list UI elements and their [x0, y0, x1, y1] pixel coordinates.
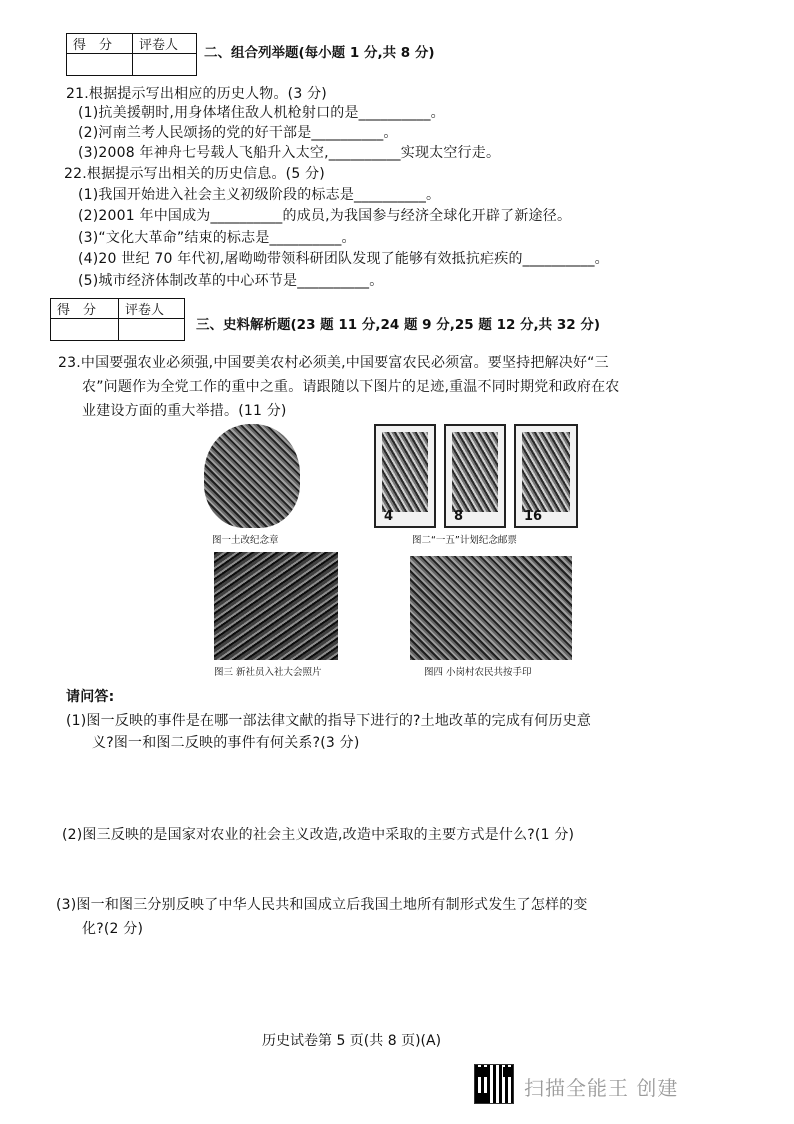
grader-cell [133, 54, 197, 76]
q23-stem-line-3: 业建设方面的重大举措。(11 分) [82, 403, 287, 419]
stamp-1-image [382, 432, 428, 512]
q21-item-1: (1)抗美援朝时,用身体堵住敌人机枪射口的是__________。 [78, 105, 445, 121]
q22-item-4: (4)20 世纪 70 年代初,屠呦呦带领科研团队发现了能够有效抵抗疟疾的__________。 [78, 251, 609, 267]
q22-item-2: (2)2001 年中国成为__________的成员,为我国参与经济全球化开辟了新途径。 [78, 208, 572, 224]
q21-item-3: (3)2008 年神舟七号载人飞船升入太空,__________实现太空行走。 [78, 145, 501, 161]
land-reform-badge-image [204, 424, 300, 528]
q21-stem: 21.根据提示写出相应的历史人物。(3 分) [66, 86, 327, 102]
section3-title: 三、史料解析题(23 题 11 分,24 题 9 分,25 题 12 分,共 32 分) [196, 317, 601, 333]
q23-sub1-line-2: 义?图一和图二反映的事件有何关系?(3 分) [92, 735, 360, 751]
figure2-caption: 图二“一五”计划纪念邮票 [412, 535, 517, 546]
page-footer: 历史试卷第 5 页(共 8 页)(A) [262, 1033, 442, 1049]
q22-stem: 22.根据提示写出相关的历史信息。(5 分) [64, 166, 325, 182]
score-cell [51, 319, 119, 341]
score-cell [67, 54, 133, 76]
q23-sub3-line-2: 化?(2 分) [82, 921, 144, 937]
q23-sub2: (2)图三反映的是国家对农业的社会主义改造,改造中采取的主要方式是什么?(1 分) [62, 827, 575, 843]
q22-item-1: (1)我国开始进入社会主义初级阶段的标志是__________。 [78, 187, 441, 203]
stamp-1 [374, 424, 436, 528]
q23-stem-line-1: 23.中国要强农业必须强,中国要美农村必须美,中国要富农民必须富。要坚持把解决好“三 [58, 355, 609, 371]
section3-score-table [50, 298, 185, 341]
figure3-caption: 图三 新社员入社大会照片 [214, 667, 322, 678]
cooperative-meeting-photo [214, 552, 338, 660]
figure4-caption: 图四 小岗村农民共按手印 [424, 667, 532, 678]
grader-label: 评卷人 [133, 34, 197, 54]
section2-score-table [66, 33, 197, 76]
grader-cell [119, 319, 185, 341]
stamp-3 [514, 424, 578, 528]
stamp-2-value: 8 [454, 509, 464, 524]
q22-item-3: (3)“文化大革命”结束的标志是__________。 [78, 230, 356, 246]
xiaogang-fingerprint-photo [410, 556, 572, 660]
scanner-watermark: 扫描全能王 创建 [524, 1076, 679, 1100]
stamp-2 [444, 424, 506, 528]
q23-sub3-line-1: (3)图一和图三分别反映了中华人民共和国成立后我国土地所有制形式发生了怎样的变 [56, 897, 588, 913]
grader-label: 评卷人 [119, 299, 185, 319]
q23-sub1-line-1: (1)图一反映的事件是在哪一部法律文献的指导下进行的?土地改革的完成有何历史意 [66, 713, 592, 729]
stamp-1-value: 4 [384, 509, 394, 524]
stamp-2-image [452, 432, 498, 512]
q21-item-2: (2)河南兰考人民颂扬的党的好干部是__________。 [78, 125, 398, 141]
figure1-caption: 图一土改纪念章 [212, 535, 279, 546]
stamp-3-image [522, 432, 570, 512]
score-label: 得 分 [51, 299, 119, 319]
q22-item-5: (5)城市经济体制改革的中心环节是__________。 [78, 273, 384, 289]
score-label: 得 分 [67, 34, 133, 54]
section2-title: 二、组合列举题(每小题 1 分,共 8 分) [204, 45, 435, 61]
stamp-3-value: 16 [524, 509, 543, 524]
ask-label: 请问答: [66, 689, 115, 705]
qr-code-icon [474, 1064, 514, 1104]
q23-stem-line-2: 农”问题作为全党工作的重中之重。请跟随以下图片的足迹,重温不同时期党和政府在农 [82, 379, 620, 395]
